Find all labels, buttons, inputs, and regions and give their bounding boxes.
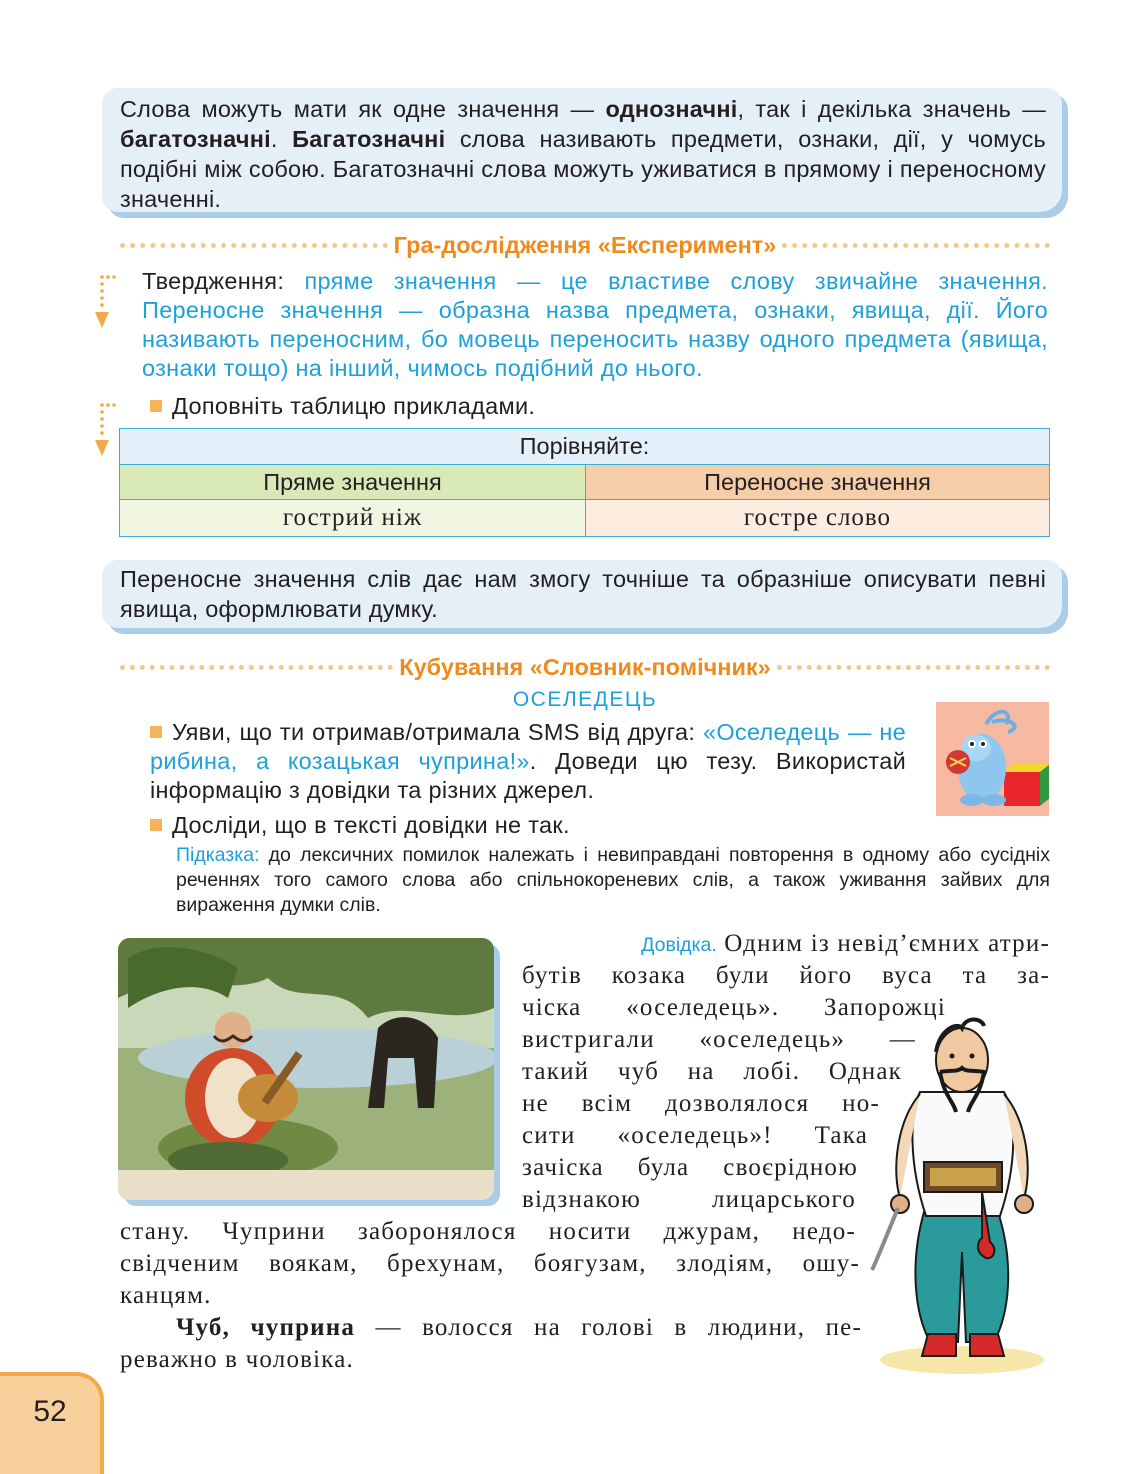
reference-text: відзнакою лицарського [522, 1186, 856, 1213]
rule-text: Переносне значення слів дає нам змогу точніше та образніше описувати певні явища, оформлювати думку. [120, 566, 1046, 622]
reference-text: Одним із невід’ємних атри- [716, 930, 1050, 957]
reference-line [522, 1024, 916, 1056]
statement-label: Твердження: [142, 268, 305, 294]
rule-text [102, 88, 1062, 220]
page-number: 52 [0, 1372, 104, 1474]
reference-line [522, 1120, 868, 1152]
word-heading: ОСЕЛЕДЕЦЬ [512, 688, 658, 711]
term-polysemous-2: Багатозначні [292, 126, 446, 152]
table-header: Порівняйте: [120, 429, 1050, 465]
cartoon-picture [936, 702, 1049, 816]
hint [176, 843, 1050, 918]
definition-line [120, 1344, 860, 1376]
dotted-rule [120, 665, 393, 670]
hint-text: до лексичних помилок належать і невиправдані повторення в одному або сусідніх реченнях того самого слова або спільнокореневих слів, а також уживання зайвих для вираження думки слів. [176, 844, 1050, 916]
task-investigate [150, 811, 570, 840]
statement [142, 267, 1048, 383]
rule-box-polysemy [102, 88, 1062, 212]
reference-text: канцям. [120, 1282, 212, 1309]
reference-line [522, 1184, 856, 1216]
reference-line [120, 1248, 860, 1280]
rule-text-part: Слова можуть мати як одне значення — [120, 96, 606, 122]
hint-label: Підказка: [176, 844, 260, 866]
term-monosemous: однозначні [605, 96, 738, 122]
task-sms [150, 718, 906, 805]
reference-label: Довідка. [641, 934, 717, 956]
rule-text-part: , так і декілька значень — [737, 96, 1046, 122]
reference-line [522, 1056, 902, 1088]
reference-line [522, 1088, 880, 1120]
section-header-dictionary [120, 652, 1050, 682]
reference-line [522, 960, 1050, 992]
reference-line [522, 1152, 858, 1184]
dotted-rule [120, 243, 388, 248]
reference-text: зачіска була своєрідною [522, 1154, 858, 1181]
dotted-arrow-icon [94, 272, 122, 332]
dotted-rule [777, 665, 1050, 670]
cartoon-character-icon [936, 702, 1049, 816]
reference-text: сити «оселедець»! Така [522, 1122, 868, 1149]
reference-text: такий чуб на лобі. Однак [522, 1058, 902, 1085]
definition-text: — волосся на голові в людини, пе- [355, 1314, 862, 1341]
task-quote: «Оселедець — не рибина, а козацькая чуприна!» [150, 719, 906, 774]
column-direct-meaning: Пряме значення [120, 465, 586, 500]
task-text: Уяви, що ти отримав/отримала SMS від друга: [172, 719, 703, 745]
task-text: Доповніть таблицю прикладами. [172, 393, 536, 419]
reference-line [120, 1216, 856, 1248]
dotted-rule [782, 243, 1050, 248]
statement-text: пряме значення — це властиве слову звичайне значення. Переносне значення — образна назва предмета, ознаки, явища, дії. Його називають переносним, бо мовець переносить назву одного предмета (явища, ознаки тощо) на інший, чимось подібний до нього. [142, 268, 1048, 381]
bullet-icon [150, 400, 162, 412]
rule-text-part: . [270, 126, 293, 152]
cossack-figure-icon [870, 1012, 1050, 1378]
comparison-table [119, 428, 1050, 537]
definition-text: реважно в чоловіка. [120, 1346, 355, 1373]
reference-text: не всім дозволялося но- [522, 1090, 880, 1117]
section-title: Гра-дослідження «Експеримент» [393, 231, 777, 258]
rule-text-part: слова називають предмети, ознаки, дії, у чомусь подібні між собою. Багатозначні слова можуть уживатися в прямому і переносному значенні. [120, 126, 1046, 212]
reference-text: стану. Чуприни заборонялося носити джурам, недо- [120, 1218, 856, 1245]
cossack-painting [118, 938, 494, 1200]
dotted-arrow-icon [94, 400, 122, 460]
cossack-mamai-image [118, 938, 494, 1200]
task-fill-table [150, 392, 535, 421]
section-header-experiment [120, 230, 1050, 260]
task-text: Досліди, що в тексті довідки не так. [172, 812, 570, 838]
table-cell: гострий ніж [120, 500, 586, 537]
task-text: . Доведи цю тезу. Використай інформацію з довідки та різних джерел. [150, 748, 906, 803]
reference-text: вистригали «оселедець» — [522, 1026, 916, 1053]
reference-line [522, 928, 1050, 961]
reference-text: бутів козака були його вуса та за- [522, 962, 1050, 989]
rule-box-figurative [102, 560, 1062, 628]
reference-line [120, 1280, 860, 1312]
section-title: Кубування «Словник-помічник» [399, 653, 771, 680]
definition-line [176, 1312, 862, 1344]
column-figurative-meaning: Переносне значення [586, 465, 1050, 500]
reference-text: чіска «оселедець». Запорожці [522, 994, 946, 1021]
definition-term: Чуб, чуприна [176, 1314, 356, 1341]
term-polysemous: багатозначні [120, 126, 271, 152]
reference-text: свідченим воякам, брехунам, боягузам, злодіям, ошу- [120, 1250, 860, 1277]
bullet-icon [150, 726, 162, 738]
bullet-icon [150, 819, 162, 831]
table-cell: гостре слово [586, 500, 1050, 537]
